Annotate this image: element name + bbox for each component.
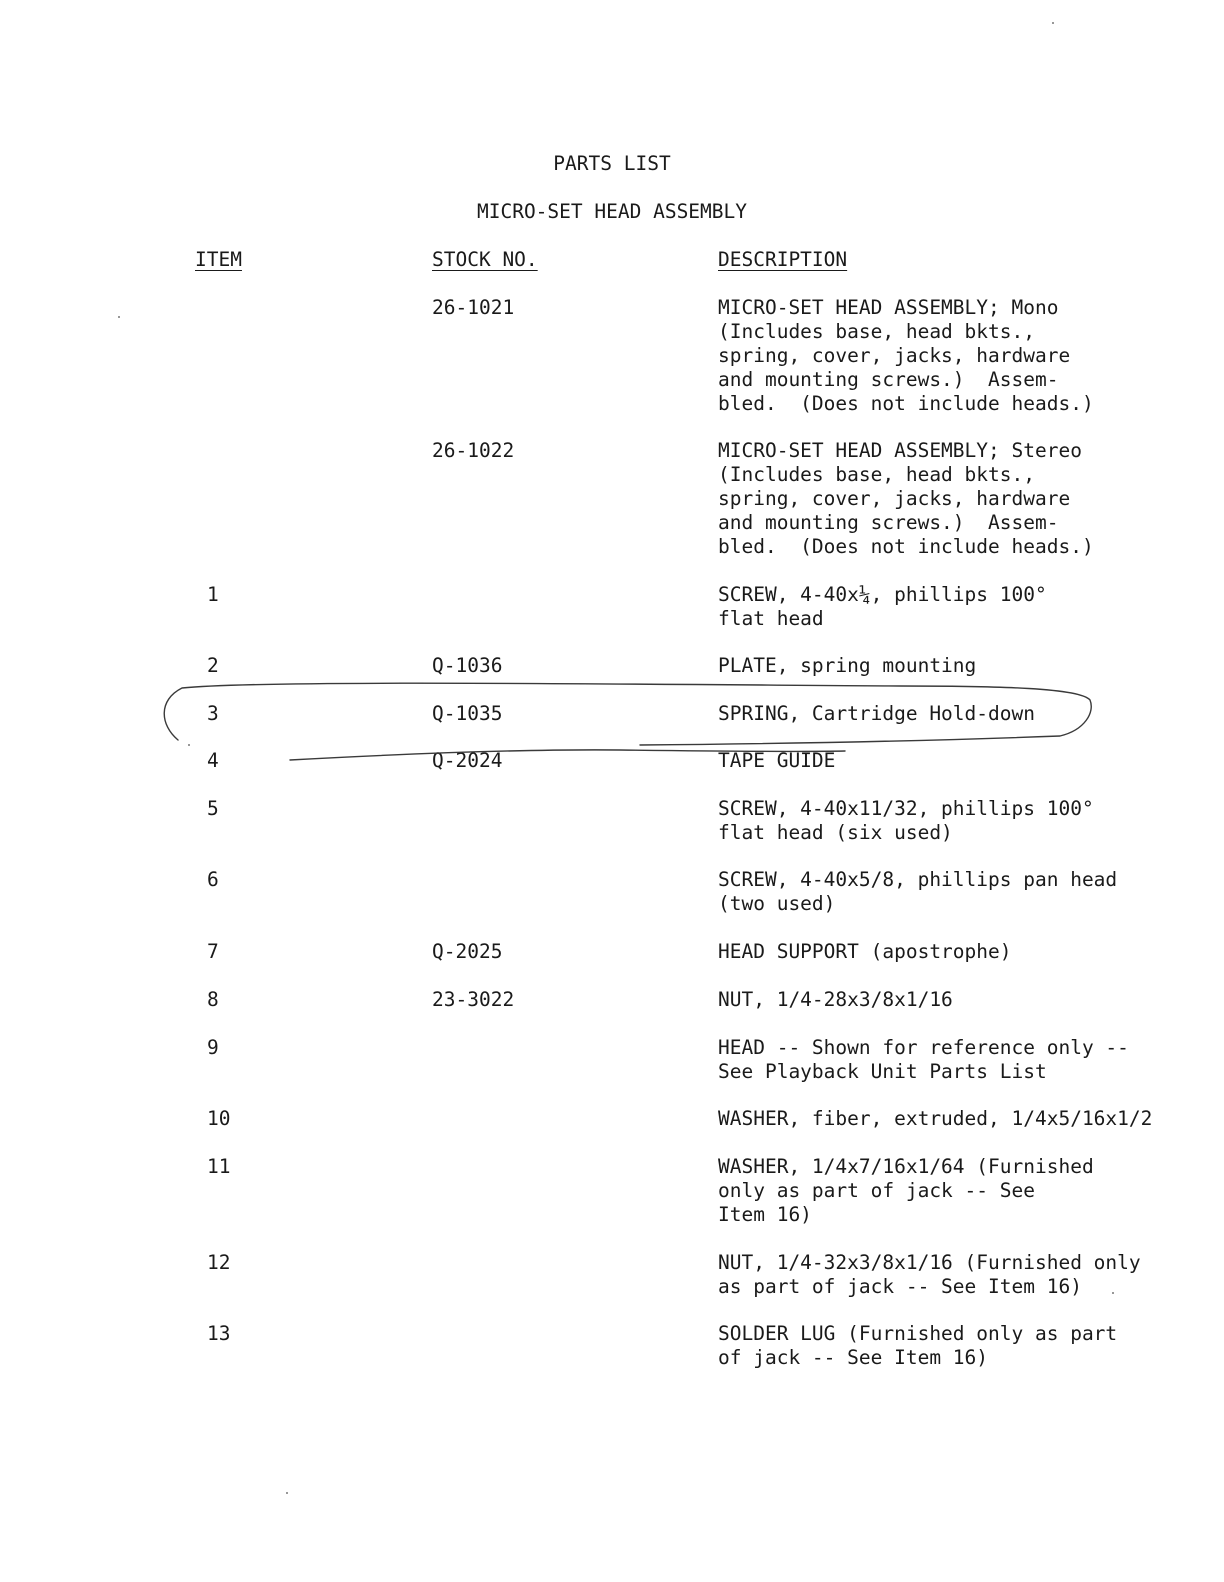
part-description: SPRING, Cartridge Hold-down xyxy=(718,702,1035,725)
item-number: 8 xyxy=(207,988,219,1011)
item-number: 6 xyxy=(207,868,219,891)
part-description: SCREW, 4-40x5/8, phillips pan head (two used) xyxy=(718,868,1118,915)
scan-speck xyxy=(118,316,120,318)
part-description: TAPE GUIDE xyxy=(718,749,836,772)
column-header-description: DESCRIPTION xyxy=(718,248,848,271)
column-header-item: ITEM xyxy=(195,248,242,271)
strike-through-mark xyxy=(290,750,845,760)
stock-number: 23-3022 xyxy=(432,988,515,1011)
part-description: NUT, 1/4-28x3/8x1/16 xyxy=(718,988,953,1011)
part-description: SOLDER LUG (Furnished only as part of jack -- See Item 16) xyxy=(718,1322,1118,1369)
stock-number: Q-2025 xyxy=(432,940,503,963)
part-description: HEAD -- Shown for reference only -- See Playback Unit Parts List xyxy=(718,1036,1129,1083)
circled-row-mark xyxy=(164,683,1091,745)
item-number: 1 xyxy=(207,583,219,606)
scan-speck xyxy=(1112,1292,1114,1294)
part-description: MICRO-SET HEAD ASSEMBLY; Mono (Includes base, head bkts., spring, cover, jacks, hardware and mounting screws.) Assem- bled. (Does not include heads.) xyxy=(718,296,1094,415)
scan-speck xyxy=(1052,22,1054,24)
part-description: SCREW, 4-40x11/32, phillips 100° flat head (six used) xyxy=(718,797,1094,844)
column-header-stock: STOCK NO. xyxy=(432,248,538,271)
item-number: 12 xyxy=(207,1251,231,1274)
item-number: 4 xyxy=(207,749,219,772)
scan-speck xyxy=(188,744,190,746)
stock-number: Q-1035 xyxy=(432,702,503,725)
stock-number: 26-1022 xyxy=(432,439,515,462)
item-number: 7 xyxy=(207,940,219,963)
item-number: 5 xyxy=(207,797,219,820)
part-description: MICRO-SET HEAD ASSEMBLY; Stereo (Includes base, head bkts., spring, cover, jacks, hardware and mounting screws.) Assem- bled. (Does not include heads.) xyxy=(718,439,1094,558)
page-subtitle: MICRO-SET HEAD ASSEMBLY xyxy=(476,200,748,223)
item-number: 2 xyxy=(207,654,219,677)
part-description: WASHER, fiber, extruded, 1/4x5/16x1/2 xyxy=(718,1107,1153,1130)
part-description: PLATE, spring mounting xyxy=(718,654,977,677)
scan-speck xyxy=(286,1492,288,1494)
part-description: HEAD SUPPORT (apostrophe) xyxy=(718,940,1012,963)
item-number: 9 xyxy=(207,1036,219,1059)
item-number: 10 xyxy=(207,1107,231,1130)
part-description: WASHER, 1/4x7/16x1/64 (Furnished only as part of jack -- See Item 16) xyxy=(718,1155,1094,1226)
item-number: 13 xyxy=(207,1322,231,1345)
stock-number: 26-1021 xyxy=(432,296,515,319)
stock-number: Q-2024 xyxy=(432,749,503,772)
part-description: SCREW, 4-40x¼, phillips 100° flat head xyxy=(718,583,1047,630)
part-description: NUT, 1/4-32x3/8x1/16 (Furnished only as part of jack -- See Item 16) xyxy=(718,1251,1141,1298)
stock-number: Q-1036 xyxy=(432,654,503,677)
page-title: PARTS LIST xyxy=(553,152,671,175)
item-number: 3 xyxy=(207,702,219,725)
item-number: 11 xyxy=(207,1155,231,1178)
